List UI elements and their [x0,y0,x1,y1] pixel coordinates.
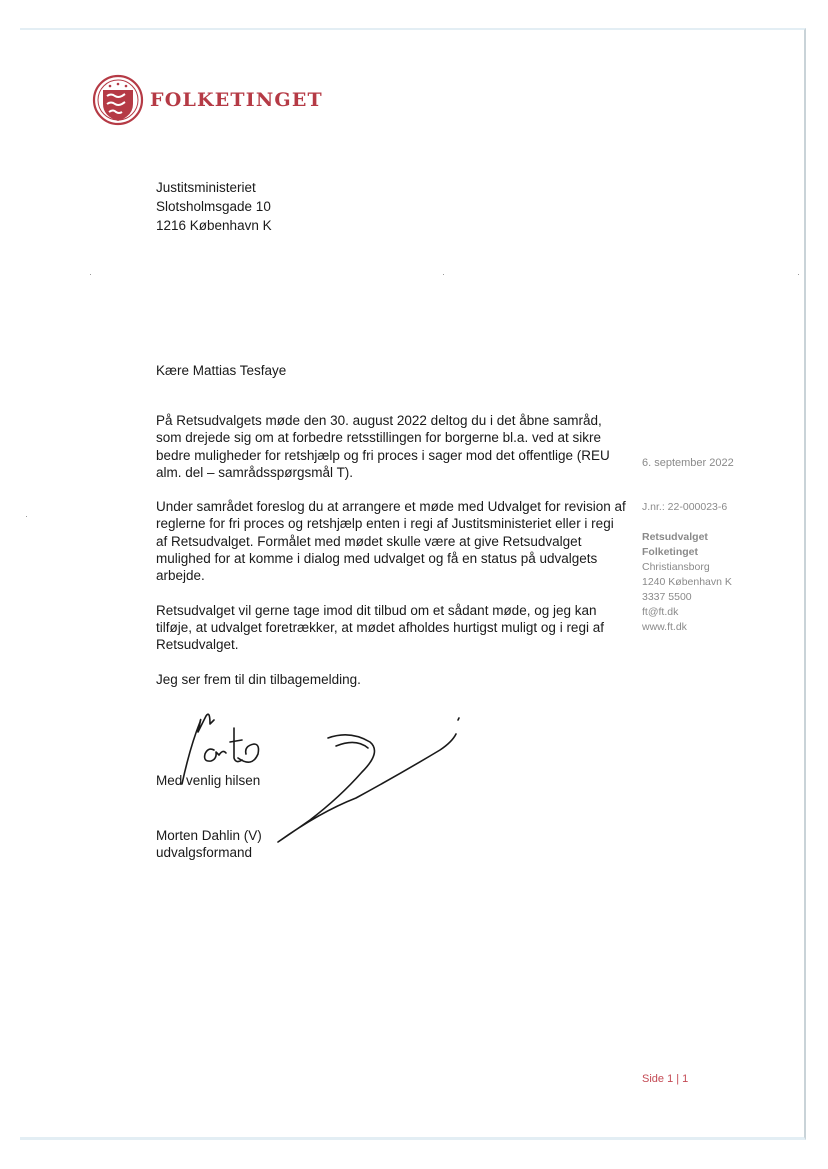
body-paragraph-3: Retsudvalget vil gerne tage imod dit tilbud om et sådant møde, og jeg kan tilføje, at udvalget foretrækker, at mødet afholdes hurtigst muligt og i regi af Retsudvalget. [156,602,604,653]
sender-committee: Retsudvalget [642,531,708,543]
sender-email: ft@ft.dk [642,606,679,618]
address-line-1: Justitsministeriet [156,180,256,195]
sender-postal: 1240 København K [642,576,732,588]
sender-website: www.ft.dk [642,621,687,633]
signatory-block [156,827,262,861]
signatory-title: udvalgsformand [156,845,253,860]
sender-place: Christiansborg [642,561,710,573]
sender-block [642,530,732,635]
body-paragraph-1: På Retsudvalgets møde den 30. august 2022 deltog du i det åbne samråd, som drejede sig om at forbedre retsstillingen for borgerne bl.a. ved at sikre bedre muligheder for retshjælp og fri proces i sager mod det offentlige (REU alm. del – samrådsspørgsmål T). [156,413,610,480]
coat-of-arms-seal-icon [92,74,144,126]
sender-phone: 3337 5500 [642,591,692,603]
folketinget-logo [92,74,323,126]
logo-wordmark: FOLKETINGET [150,89,323,111]
address-line-3: 1216 København K [156,218,272,233]
closing-greeting: Med venlig hilsen [156,773,261,788]
body-paragraph-2: Under samrådet foreslog du at arrangere et møde med Udvalget for revision af reglerne for fri proces og retshjælp enten i regi af Justitsministeriet eller i regi af Retsudvalget. Formålet med mødet skulle være at give Retsudvalget mulighed for at komme i dialog med udvalget og få en status på udvalgets arbejde. [156,499,626,584]
letter-date: 6. september 2022 [642,457,734,469]
recipient-address [156,178,272,235]
page-number: Side 1 | 1 [642,1073,689,1085]
salutation: Kære Mattias Tesfaye [156,363,287,378]
sender-institution: Folketinget [642,546,699,558]
address-line-2: Slotsholmsgade 10 [156,199,271,214]
journal-number: J.nr.: 22-000023-6 [642,501,728,513]
body-paragraph-4: Jeg ser frem til din tilbagemelding. [156,671,361,687]
letter-body [156,412,626,705]
letter-page [20,28,806,1140]
signatory-name: Morten Dahlin (V) [156,828,262,843]
